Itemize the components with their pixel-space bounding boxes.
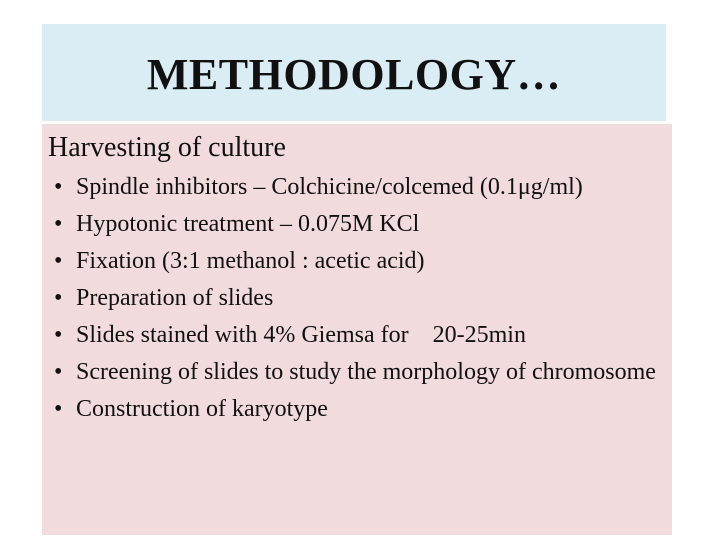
list-item [48, 283, 672, 313]
bullet-text: Screening of slides to study the morphology of chromosome [76, 359, 656, 385]
bullet-icon: • [54, 396, 63, 422]
bullet-icon: • [54, 359, 63, 385]
list-item [48, 209, 672, 239]
bullet-text: Preparation of slides [76, 285, 274, 311]
list-item [48, 357, 672, 387]
bullet-text: Slides stained with 4% Giemsa for 20-25min [76, 322, 526, 348]
bullet-text: Spindle inhibitors – Colchicine/colcemed (0.1μg/ml) [76, 174, 583, 200]
bullet-icon: • [54, 174, 63, 200]
bullet-icon: • [54, 248, 63, 274]
bullet-text: Construction of karyotype [76, 396, 328, 422]
slide-title: METHODOLOGY… [146, 50, 562, 99]
list-item [48, 172, 672, 202]
bullet-text: Hypotonic treatment – 0.075M KCl [76, 211, 420, 237]
list-item [48, 320, 672, 350]
list-item [48, 246, 672, 276]
bullet-icon: • [54, 285, 63, 311]
list-item [48, 394, 672, 424]
bullet-icon: • [54, 322, 63, 348]
slide-subtitle: Harvesting of culture [48, 132, 286, 163]
bullet-text: Fixation (3:1 methanol : acetic acid) [76, 248, 425, 274]
bullet-icon: • [54, 211, 63, 237]
title-banner [42, 24, 666, 121]
bullet-list [48, 172, 672, 424]
content-panel [42, 124, 672, 535]
